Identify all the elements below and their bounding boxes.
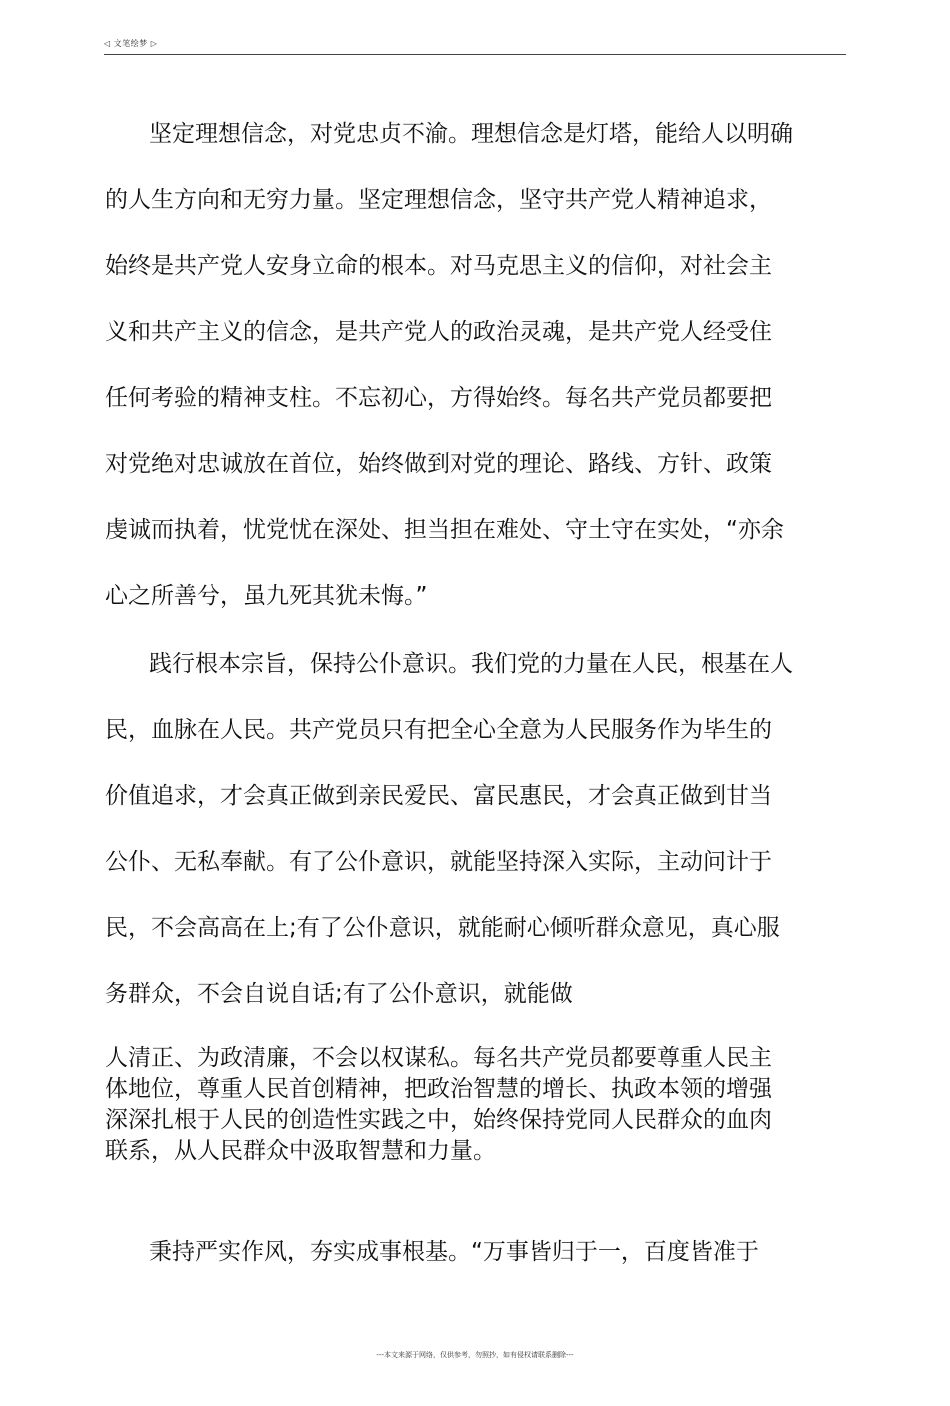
text-line: 践行根本宗旨，保持公仆意识。我们党的力量在人民，根基在人 xyxy=(149,651,793,677)
page-footer: ---本文来源于网络，仅供参考，勿照抄，如有侵权请联系删除--- xyxy=(376,1351,574,1359)
text-line: 民，不会高高在上;有了公仆意识，就能耐心倾听群众意见，真心服 xyxy=(105,915,780,941)
text-line: 务群众，不会自说自话;有了公仆意识，就能做 xyxy=(105,981,573,1007)
text-line: 义和共产主义的信念，是共产党人的政治灵魂，是共产党人经受住 xyxy=(105,319,772,345)
text-line: 任何考验的精神支柱。不忘初心，方得始终。每名共产党员都要把 xyxy=(105,385,772,411)
text-line: 虔诚而执着，忧党忧在深处、担当担在难处、守土守在实处，“亦余 xyxy=(105,517,784,543)
text-line: 始终是共产党人安身立命的根本。对马克思主义的信仰，对社会主 xyxy=(105,253,772,279)
text-line: 公仆、无私奉献。有了公仆意识，就能坚持深入实际，主动问计于 xyxy=(105,849,772,875)
page-header: ◁ 文笔绘梦 ▷ xyxy=(104,39,158,48)
text-line: 深深扎根于人民的创造性实践之中，始终保持党同人民群众的血肉 xyxy=(105,1107,772,1133)
text-line: 坚定理想信念，对党忠贞不渝。理想信念是灯塔，能给人以明确 xyxy=(149,121,793,147)
paragraph-2 xyxy=(105,631,849,1027)
text-line: 联系，从人民群众中汲取智慧和力量。 xyxy=(105,1138,496,1164)
paragraph-1 xyxy=(105,101,849,629)
header-divider xyxy=(104,54,846,55)
paragraph-3 xyxy=(105,1043,849,1167)
text-line: 体地位，尊重人民首创精神，把政治智慧的增长、执政本领的增强 xyxy=(105,1076,772,1102)
text-line: 民，血脉在人民。共产党员只有把全心全意为人民服务作为毕生的 xyxy=(105,717,772,743)
paragraph-4 xyxy=(105,1219,849,1285)
text-line: 秉持严实作风，夯实成事根基。“万事皆归于一，百度皆准于 xyxy=(149,1239,759,1265)
text-line: 人清正、为政清廉，不会以权谋私。每名共产党员都要尊重人民主 xyxy=(105,1045,772,1071)
text-line: 心之所善兮，虽九死其犹未悔。” xyxy=(105,583,428,609)
text-line: 对党绝对忠诚放在首位，始终做到对党的理论、路线、方针、政策 xyxy=(105,451,772,477)
text-line: 的人生方向和无穷力量。坚定理想信念，坚守共产党人精神追求， xyxy=(105,187,772,213)
text-line: 价值追求，才会真正做到亲民爱民、富民惠民，才会真正做到甘当 xyxy=(105,783,772,809)
